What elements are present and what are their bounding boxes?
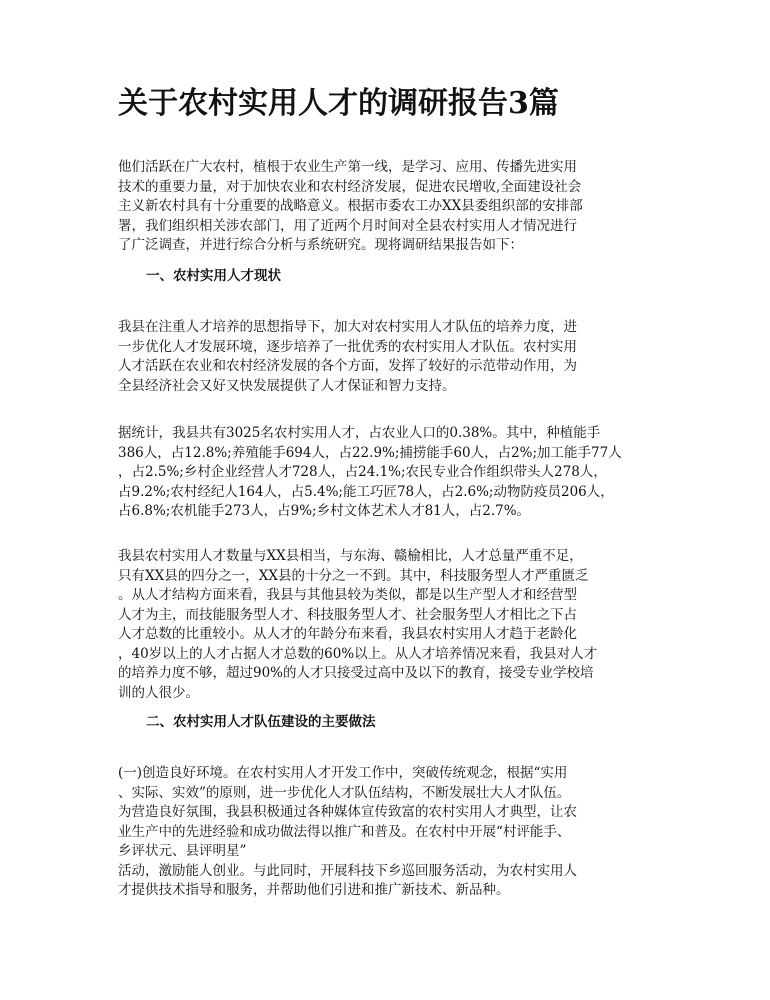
text-line: 据统计，我县共有3025名农村实用人才，占农业人口的0.38%。其中，种植能手 — [118, 425, 601, 441]
text-line: 我县在注重人才培养的思想指导下，加大对农村实用人才队伍的培养力度，进 — [118, 319, 577, 335]
text-line: 才提供技术指导和服务，并帮助他们引进和推广新技术、新品种。 — [118, 882, 510, 898]
text-line: 人才活跃在农业和农村经济发展的各个方面，发挥了较好的示范带动作用，为 — [118, 358, 577, 374]
text-line: 386人，占12.8%;养殖能手694人，占22.9%;捕捞能手60人，占2%;加工能手77人 — [118, 444, 622, 461]
text-line: ，40岁以上的人才占据人才总数的60%以上。从人才培养情况来看，我县对人才 — [118, 645, 598, 662]
text-line: 了广泛调查，并进行综合分析与系统研究。现将调研结果报告如下： — [118, 237, 523, 253]
text-line: 为营造良好氛围，我县积极通过各种媒体宣传致富的农村实用人才典型，让农 — [118, 804, 577, 820]
section1-paragraph-2 — [118, 424, 658, 522]
text-line: 人才总数的比重较小。从人才的年龄分布来看，我县农村实用人才趋于老龄化 — [118, 626, 577, 642]
section-heading-1: 一、农村实用人才现状 — [146, 268, 281, 284]
text-line: 、实际、实效”的原则，进一步优化人才队伍结构，不断发展壮大人才队伍。 — [118, 784, 571, 801]
text-line: 的培养力度不够，超过90%的人才只接受过高中及以下的教育，接受专业学校培 — [118, 665, 594, 681]
section1-paragraph-1 — [118, 318, 658, 396]
text-line: 。从人才结构方面来看，我县与其他县较为类似，都是以生产型人才和经营型 — [118, 587, 577, 603]
text-line: 主义新农村具有十分重要的战略意义。根据市委农工办XX县委组织部的安排部 — [118, 198, 583, 214]
intro-paragraph — [118, 158, 658, 256]
text-line: ，占2.5%;乡村企业经营人才728人，占24.1%;农民专业合作组织带头人278人， — [118, 464, 607, 480]
text-line: 乡评状元、县评明星” — [118, 843, 247, 859]
text-line: 占6.8%;农机能手273人，占9%;乡村文体艺术人才81人，占2.7%。 — [118, 503, 531, 519]
text-line: 署，我们组织相关涉农部门，用了近两个月时间对全县农村实用人才情况进行 — [118, 217, 577, 234]
section1-paragraph-3 — [118, 547, 658, 703]
document-title: 关于农村实用人才的调研报告3篇 — [118, 86, 559, 121]
text-line: 只有XX县的四分之一，XX县的十分之一不到。其中，科技服务型人才严重匮乏 — [118, 567, 589, 584]
text-line: 技术的重要力量，对于加快农业和农村经济发展，促进农民增收,全面建设社会 — [118, 178, 582, 195]
text-line: 全县经济社会又好又快发展提供了人才保证和智力支持。 — [118, 377, 456, 394]
section2-paragraph-1 — [118, 764, 658, 901]
text-line: 一步优化人才发展环境，逐步培养了一批优秀的农村实用人才队伍。农村实用 — [118, 338, 577, 355]
text-line: 我县农村实用人才数量与XX县相当，与东海、赣榆相比，人才总量严重不足， — [118, 548, 583, 564]
text-line: 训的人很少。 — [118, 684, 199, 701]
section-heading-2: 二、农村实用人才队伍建设的主要做法 — [146, 714, 376, 730]
text-line: 他们活跃在广大农村，植根于农业生产第一线，是学习、应用、传播先进实用 — [118, 159, 577, 175]
text-line: 占9.2%;农村经纪人164人，占5.4%;能工巧匠78人，占2.6%;动物防疫员206人， — [118, 483, 614, 500]
text-line: 活动，激励能人创业。与此同时，开展科技下乡巡回服务活动，为农村实用人 — [118, 862, 577, 879]
text-line: 人才为主，而技能服务型人才、科技服务型人才、社会服务型人才相比之下占 — [118, 606, 577, 623]
text-line: (一)创造良好环境。在农村实用人才开发工作中，突破传统观念，根据“实用 — [118, 765, 568, 781]
text-line: 业生产中的先进经验和成功做法得以推广和普及。在农村中开展“村评能手、 — [118, 823, 571, 840]
